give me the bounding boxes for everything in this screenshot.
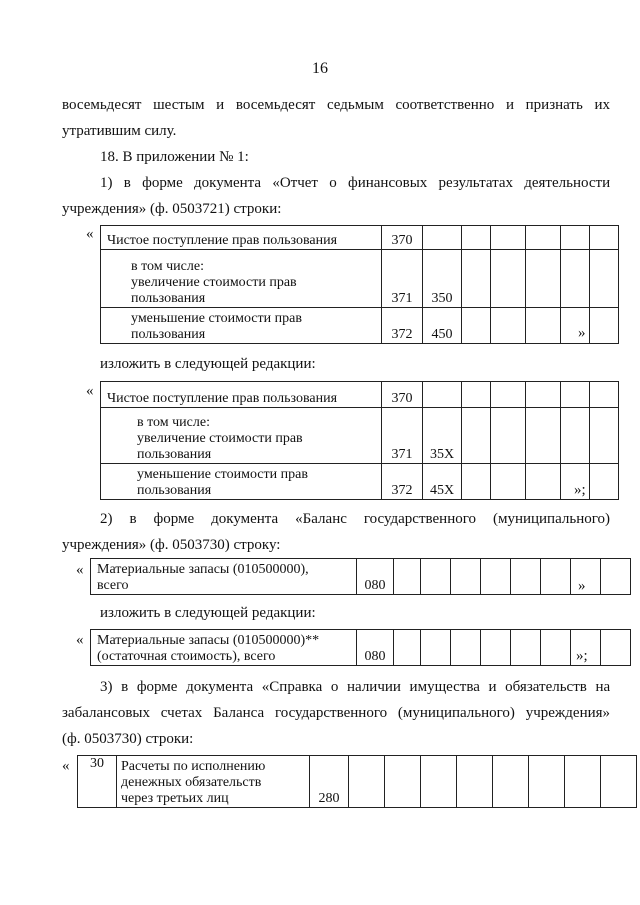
row-kosgu-code: 350 [423,250,462,308]
open-quote-5: « [62,758,70,774]
item-18-heading: 18. В приложении № 1: [100,149,249,165]
table-3-old [77,755,637,808]
row-line-code: 280 [310,756,349,808]
row-name: Чистое поступление прав пользования [101,382,382,408]
replace-text-1: изложить в следующей редакции: [100,356,316,372]
open-quote-2: « [86,383,94,399]
open-quote-3: « [76,562,84,578]
row-kosgu-code: 35X [423,408,462,464]
sub3-line-2: забалансовых счетах Баланса государственного (муниципального) учреждения» [62,705,611,721]
row-line-code: 372 [382,464,423,500]
row-line-code: 080 [357,559,394,595]
table-1-new [100,381,619,500]
intro-line-1: восемьдесят шестым и восемьдесят седьмым соответственно и признать их [62,97,611,113]
table-1-old [100,225,619,344]
intro-line-2: утратившим силу. [62,123,177,139]
row-name: Расчеты по исполнению денежных обязательств через третьих лиц [117,756,310,808]
row-name: в том числе: увеличение стоимости прав пользования [101,250,382,308]
row-name: в том числе: увеличение стоимости прав пользования [101,408,382,464]
row-line-code: 372 [382,308,423,344]
row-number: 30 [78,756,117,808]
row-name: уменьшение стоимости прав пользования [101,464,382,500]
row-name: уменьшение стоимости прав пользования [101,308,382,344]
sub2-line-1: 2) в форме документа «Баланс государственного (муниципального) [100,511,610,527]
close-quote-1: » [578,325,586,341]
close-quote-2: »; [574,482,586,498]
row-line-code: 371 [382,250,423,308]
replace-text-2: изложить в следующей редакции: [100,605,316,621]
table-2-new [90,629,631,666]
row-line-code: 370 [382,382,423,408]
row-kosgu-code [423,226,462,250]
sub1-line-1: 1) в форме документа «Отчет о финансовых результатах деятельности [100,175,611,191]
sub2-line-2: учреждения» (ф. 0503730) строку: [62,537,281,553]
sub3-line-1: 3) в форме документа «Справка о наличии имущества и обязательств на [100,679,611,695]
open-quote-4: « [76,632,84,648]
row-line-code: 371 [382,408,423,464]
close-quote-4: »; [576,648,588,664]
sub3-line-3: (ф. 0503730) строки: [62,731,194,747]
page-number: 16 [312,60,328,77]
close-quote-3: » [578,578,586,594]
row-name: Материальные запасы (010500000)** (остаточная стоимость), всего [91,630,357,666]
row-kosgu-code: 450 [423,308,462,344]
row-name: Чистое поступление прав пользования [101,226,382,250]
row-line-code: 080 [357,630,394,666]
row-line-code: 370 [382,226,423,250]
row-kosgu-code: 45X [423,464,462,500]
row-name: Материальные запасы (010500000), всего [91,559,357,595]
table-2-old [90,558,631,595]
sub1-line-2: учреждения» (ф. 0503721) строки: [62,201,282,217]
open-quote-1: « [86,226,94,242]
row-kosgu-code [423,382,462,408]
